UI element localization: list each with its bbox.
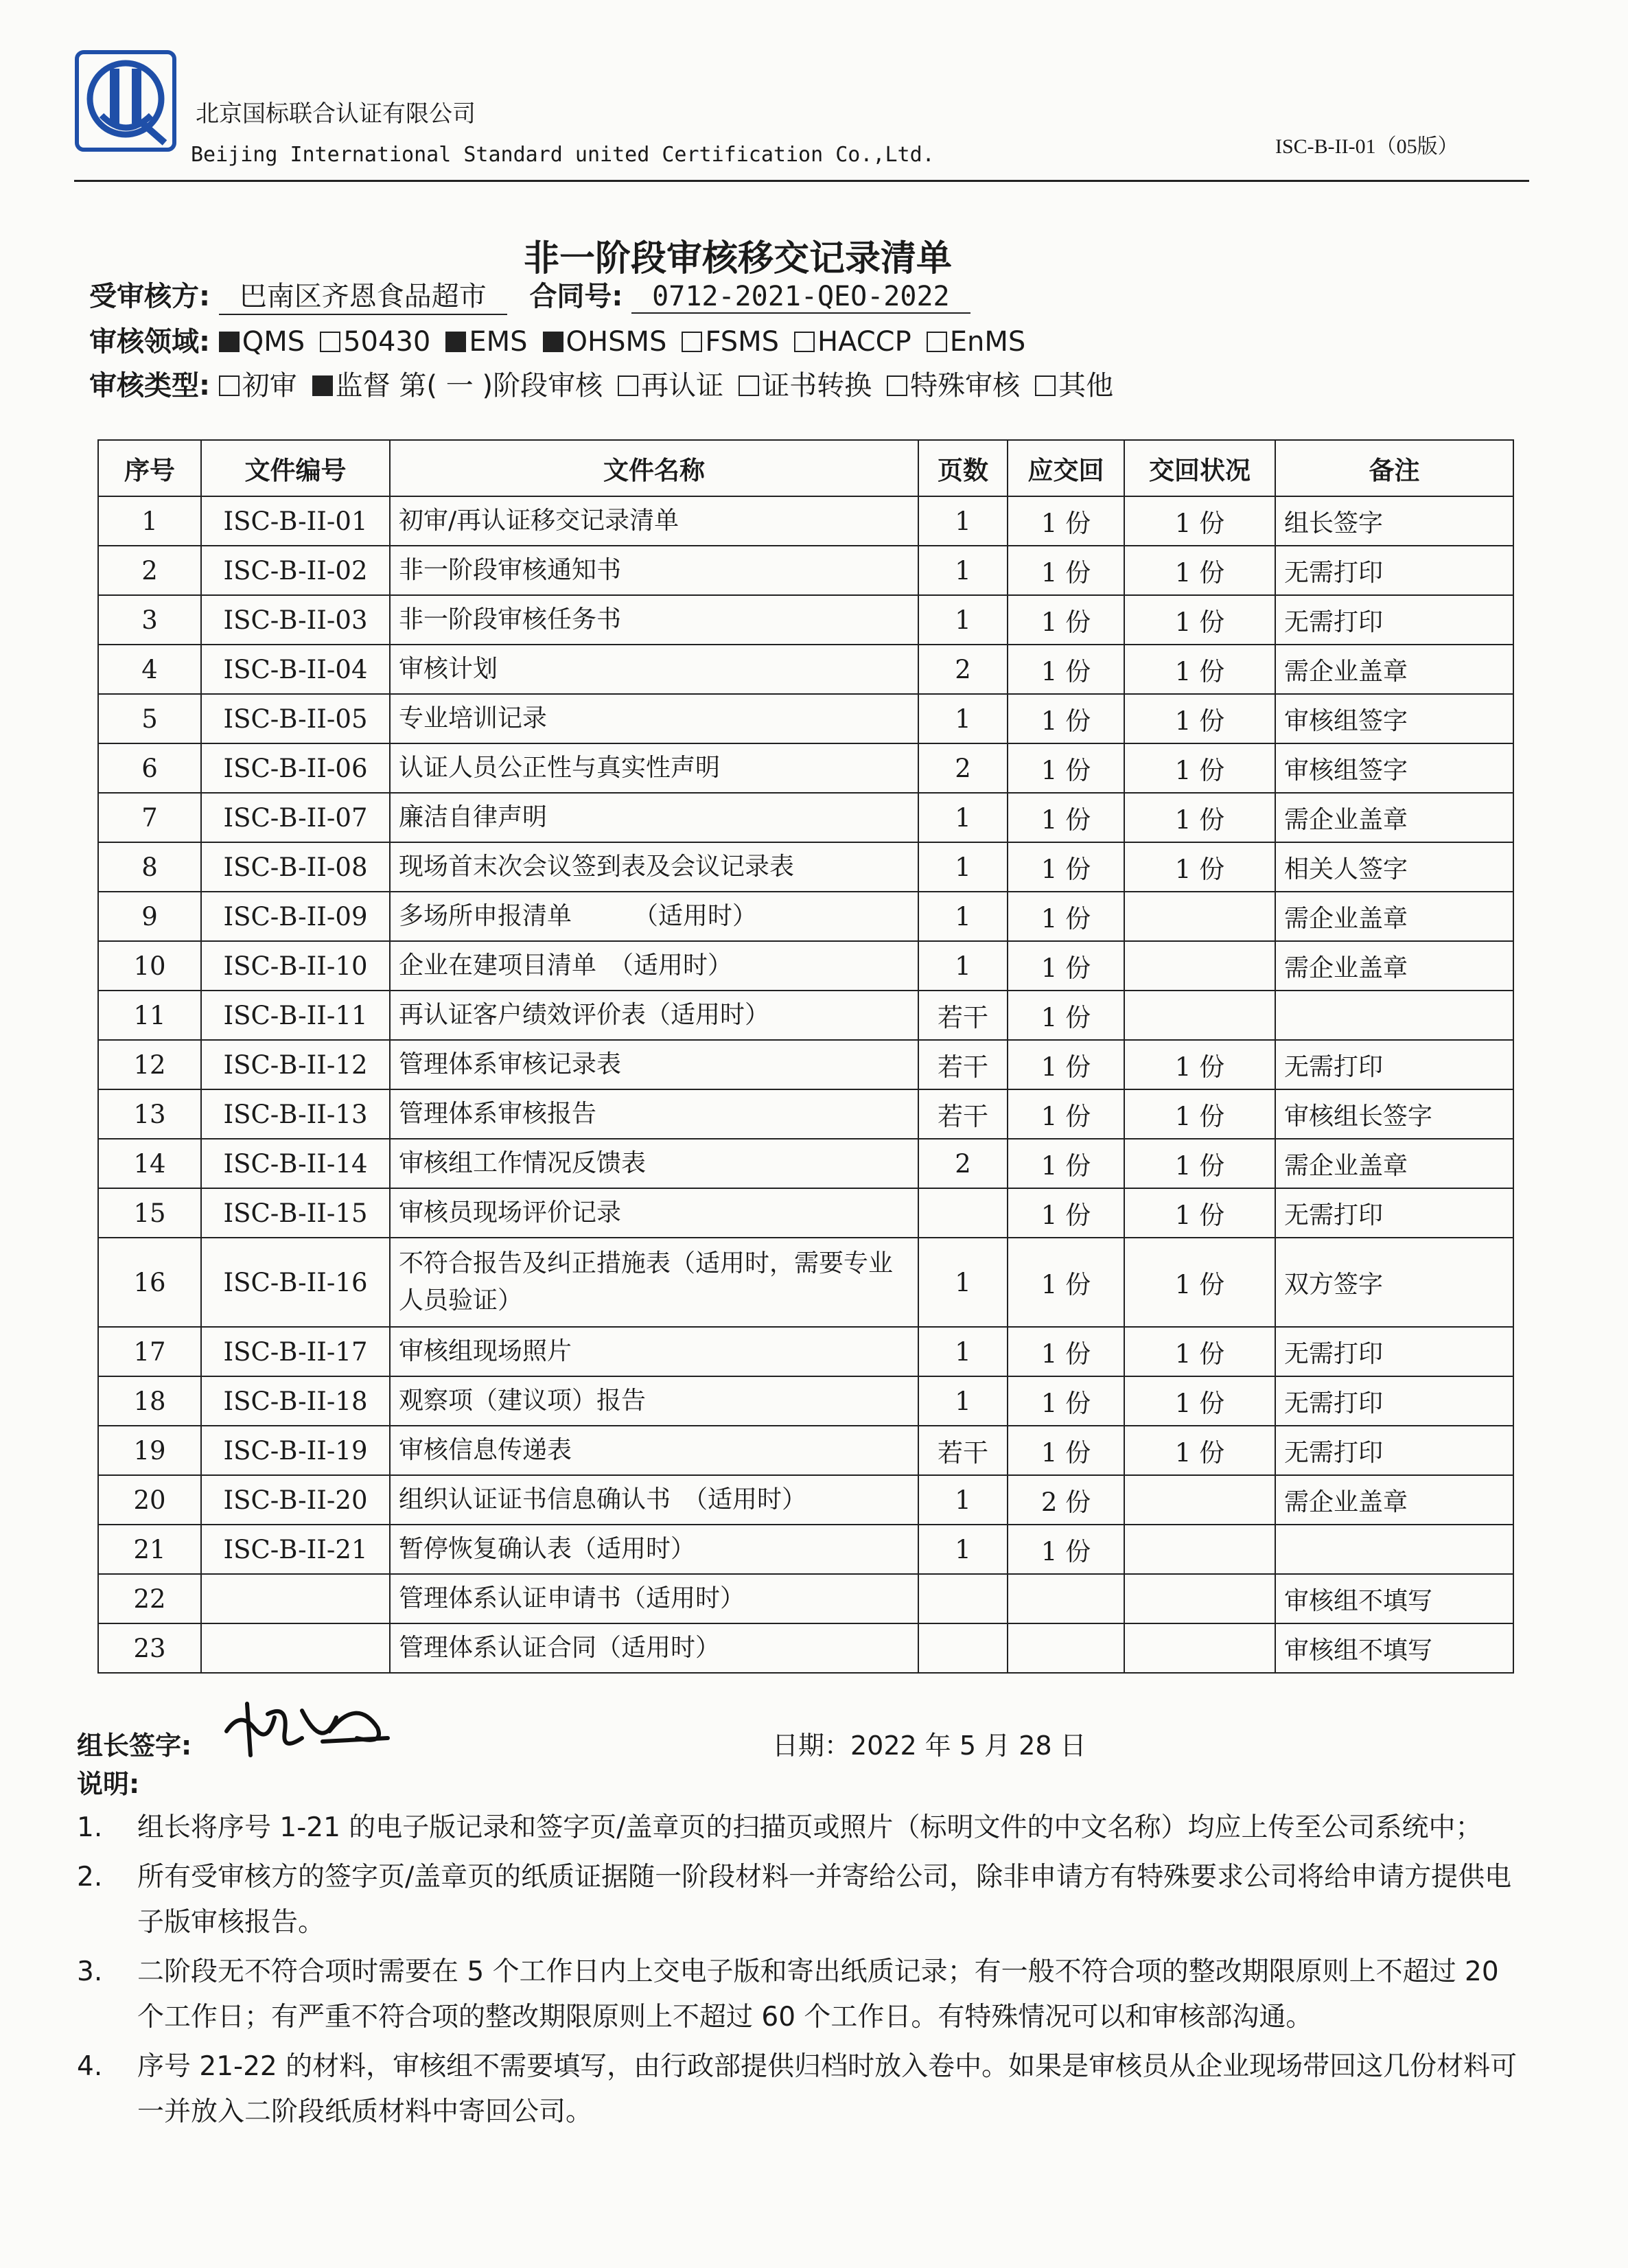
returned-status-cell: 1 份: [1124, 595, 1275, 645]
unchecked-box-icon: [794, 332, 815, 352]
returned-status-cell: 1 份: [1124, 1238, 1275, 1327]
remark-cell: 无需打印: [1275, 546, 1513, 595]
signing-date: 日期：2022 年 5 月 28 日: [772, 1731, 1086, 1761]
file-name-cell: 不符合报告及纠正措施表（适用时，需要专业人员验证）: [390, 1238, 918, 1327]
file-name-cell: 管理体系认证合同（适用时）: [390, 1623, 918, 1673]
unchecked-box-icon: [1035, 375, 1056, 396]
remark-cell: 需企业盖章: [1275, 645, 1513, 694]
table-row: [98, 1426, 1513, 1475]
table-row: [98, 1327, 1513, 1376]
audit-type-option: [312, 370, 603, 402]
page-count-cell: [918, 1188, 1008, 1238]
due-copies-cell: 1 份: [1008, 1426, 1124, 1475]
row-number-cell: 8: [98, 842, 201, 892]
file-code-cell: ISC-B-II-16: [201, 1238, 390, 1327]
due-copies-cell: 1 份: [1008, 1089, 1124, 1139]
page-count-cell: [918, 1623, 1008, 1673]
note-item: [77, 1949, 1525, 2040]
due-copies-cell: 2 份: [1008, 1475, 1124, 1525]
page-count-cell: 若干: [918, 1040, 1008, 1089]
due-copies-cell: 1 份: [1008, 694, 1124, 743]
audit-field-option: [682, 326, 779, 358]
due-copies-cell: 1 份: [1008, 1139, 1124, 1188]
returned-status-cell: 1 份: [1124, 496, 1275, 546]
table-row: [98, 1376, 1513, 1426]
note-text: 组长将序号 1-21 的电子版记录和签字页/盖章页的扫描页或照片（标明文件的中文名称）均应上传至公司系统中；: [137, 1812, 1482, 1843]
audit-type-option: [887, 370, 1020, 402]
audit-field-option: [320, 326, 430, 358]
page-count-cell: 1: [918, 1238, 1008, 1327]
audit-field-option-label: OHSMS: [566, 326, 667, 358]
note-item: [77, 1805, 1525, 1851]
header-divider: [74, 180, 1529, 182]
table-row: [98, 595, 1513, 645]
file-name-cell: 暂停恢复确认表（适用时）: [390, 1525, 918, 1574]
notes-list: [77, 1805, 1525, 2139]
checked-box-icon: [312, 375, 333, 396]
file-name-cell: 审核组现场照片: [390, 1327, 918, 1376]
page-count-cell: 1: [918, 793, 1008, 842]
row-number-cell: 1: [98, 496, 201, 546]
table-row: [98, 1623, 1513, 1673]
audit-field-option-label: HACCP: [817, 326, 911, 358]
table-row: [98, 1139, 1513, 1188]
row-number-cell: 10: [98, 941, 201, 991]
note-number: 1.: [77, 1812, 103, 1843]
due-copies-cell: [1008, 1574, 1124, 1623]
audit-type-option: [1035, 370, 1113, 402]
due-copies-cell: 1 份: [1008, 1525, 1124, 1574]
table-row: [98, 546, 1513, 595]
due-copies-cell: 1 份: [1008, 1238, 1124, 1327]
audit-type-option-label: 特殊审核: [910, 370, 1021, 402]
audit-field-option: [543, 326, 667, 358]
remark-cell: 审核组签字: [1275, 743, 1513, 793]
note-text: 二阶段无不符合项时需要在 5 个工作日内上交电子版和寄出纸质记录；有一般不符合项的整改期限原则上不超过 20 个工作日；有严重不符合项的整改期限原则上不超过 60 个工作日。有特殊情况可以和审核部沟通。: [137, 1956, 1499, 2033]
note-number: 3.: [77, 1956, 103, 1987]
contract-label: 合同号:: [529, 281, 623, 312]
file-code-cell: [201, 1623, 390, 1673]
document-code: ISC-B-II-01（05版）: [1275, 135, 1458, 158]
company-name-en: Beijing International Standard united Certification Co.,Ltd.: [191, 143, 935, 167]
note-item: [77, 2044, 1525, 2135]
remark-cell: 审核组不填写: [1275, 1623, 1513, 1673]
table-row: [98, 842, 1513, 892]
audit-field-option-label: EnMS: [949, 326, 1026, 358]
file-name-cell: 管理体系审核记录表: [390, 1040, 918, 1089]
returned-status-cell: 1 份: [1124, 1376, 1275, 1426]
row-number-cell: 11: [98, 991, 201, 1040]
file-name-cell: 审核信息传递表: [390, 1426, 918, 1475]
due-copies-cell: 1 份: [1008, 645, 1124, 694]
table-row: [98, 793, 1513, 842]
handwritten-signature-icon: [220, 1690, 398, 1766]
table-row: [98, 1574, 1513, 1623]
audit-type-option-label: 再认证: [641, 370, 724, 402]
audit-type-option-label: 证书转换: [762, 370, 872, 402]
row-number-cell: 23: [98, 1623, 201, 1673]
page-count-cell: 2: [918, 645, 1008, 694]
remark-cell: 无需打印: [1275, 1426, 1513, 1475]
due-copies-cell: 1 份: [1008, 991, 1124, 1040]
table-row: [98, 941, 1513, 991]
note-text: 序号 21-22 的材料，审核组不需要填写，由行政部提供归档时放入卷中。如果是审核员从企业现场带回这几份材料可一并放入二阶段纸质材料中寄回公司。: [137, 2051, 1517, 2127]
returned-status-cell: 1 份: [1124, 1426, 1275, 1475]
file-code-cell: [201, 1574, 390, 1623]
page-count-cell: 1: [918, 595, 1008, 645]
row-number-cell: 17: [98, 1327, 201, 1376]
row-number-cell: 19: [98, 1426, 201, 1475]
row-number-cell: 13: [98, 1089, 201, 1139]
company-name-cn: 北京国标联合认证有限公司: [196, 100, 476, 128]
auditee-label: 受审核方:: [89, 281, 210, 312]
row-number-cell: 18: [98, 1376, 201, 1426]
file-code-cell: ISC-B-II-06: [201, 743, 390, 793]
table-row: [98, 1040, 1513, 1089]
due-copies-cell: 1 份: [1008, 1040, 1124, 1089]
checked-box-icon: [445, 332, 466, 352]
page-count-cell: 若干: [918, 1426, 1008, 1475]
returned-status-cell: [1124, 1525, 1275, 1574]
note-number: 2.: [77, 1862, 103, 1893]
page-count-cell: 1: [918, 842, 1008, 892]
col-header-note: 备注: [1275, 440, 1513, 496]
row-number-cell: 15: [98, 1188, 201, 1238]
remark-cell: 需企业盖章: [1275, 793, 1513, 842]
remark-cell: 需企业盖章: [1275, 941, 1513, 991]
file-code-cell: ISC-B-II-11: [201, 991, 390, 1040]
table-row: [98, 743, 1513, 793]
col-header-pages: 页数: [918, 440, 1008, 496]
remark-cell: 组长签字: [1275, 496, 1513, 546]
audit-type-option: [219, 370, 297, 402]
remark-cell: 审核组不填写: [1275, 1574, 1513, 1623]
file-code-cell: ISC-B-II-19: [201, 1426, 390, 1475]
checked-box-icon: [543, 332, 563, 352]
row-number-cell: 3: [98, 595, 201, 645]
page-count-cell: 若干: [918, 991, 1008, 1040]
returned-status-cell: 1 份: [1124, 1089, 1275, 1139]
returned-status-cell: [1124, 941, 1275, 991]
unchecked-box-icon: [887, 375, 907, 396]
remark-cell: 双方签字: [1275, 1238, 1513, 1327]
page-count-cell: 2: [918, 1139, 1008, 1188]
due-copies-cell: 1 份: [1008, 842, 1124, 892]
leader-signature-label: 组长签字:: [77, 1731, 192, 1761]
page-count-cell: [918, 1574, 1008, 1623]
due-copies-cell: [1008, 1623, 1124, 1673]
remark-cell: 需企业盖章: [1275, 1475, 1513, 1525]
remark-cell: 相关人签字: [1275, 842, 1513, 892]
page-count-cell: 1: [918, 941, 1008, 991]
audit-type-options: [219, 370, 1128, 402]
file-name-cell: 多场所申报清单 （适用时）: [390, 892, 918, 941]
remark-cell: [1275, 1525, 1513, 1574]
file-code-cell: ISC-B-II-10: [201, 941, 390, 991]
returned-status-cell: 1 份: [1124, 842, 1275, 892]
table-row: [98, 1238, 1513, 1327]
due-copies-cell: 1 份: [1008, 546, 1124, 595]
audit-type-row: [89, 364, 1128, 403]
note-number: 4.: [77, 2051, 103, 2082]
row-number-cell: 21: [98, 1525, 201, 1574]
due-copies-cell: 1 份: [1008, 793, 1124, 842]
file-code-cell: ISC-B-II-15: [201, 1188, 390, 1238]
note-item: [77, 1855, 1525, 1945]
file-code-cell: ISC-B-II-03: [201, 595, 390, 645]
audit-field-option: [794, 326, 911, 358]
transfer-record-table: [97, 439, 1514, 1674]
remark-cell: 无需打印: [1275, 1327, 1513, 1376]
due-copies-cell: 1 份: [1008, 496, 1124, 546]
remark-cell: 审核组签字: [1275, 694, 1513, 743]
file-name-cell: 再认证客户绩效评价表（适用时）: [390, 991, 918, 1040]
returned-status-cell: 1 份: [1124, 1040, 1275, 1089]
remark-cell: 需企业盖章: [1275, 1139, 1513, 1188]
remark-cell: 无需打印: [1275, 1376, 1513, 1426]
col-header-no: 序号: [98, 440, 201, 496]
checked-box-icon: [219, 332, 240, 352]
file-name-cell: 企业在建项目清单 （适用时）: [390, 941, 918, 991]
file-name-cell: 观察项（建议项）报告: [390, 1376, 918, 1426]
audit-field-option: [445, 326, 527, 358]
returned-status-cell: 1 份: [1124, 743, 1275, 793]
auditee-value: 巴南区齐恩食品超市: [219, 275, 507, 315]
row-number-cell: 4: [98, 645, 201, 694]
audit-type-option-label: 初审: [242, 370, 297, 402]
file-code-cell: ISC-B-II-14: [201, 1139, 390, 1188]
audit-type-option-label: 监督 第( 一 )阶段审核: [335, 370, 603, 402]
file-code-cell: ISC-B-II-20: [201, 1475, 390, 1525]
remark-cell: 无需打印: [1275, 1040, 1513, 1089]
file-code-cell: ISC-B-II-05: [201, 694, 390, 743]
page-count-cell: 1: [918, 546, 1008, 595]
table-header-row: [98, 440, 1513, 496]
file-code-cell: ISC-B-II-17: [201, 1327, 390, 1376]
audit-field-option-label: QMS: [242, 326, 305, 358]
file-name-cell: 认证人员公正性与真实性声明: [390, 743, 918, 793]
file-code-cell: ISC-B-II-08: [201, 842, 390, 892]
table-row: [98, 496, 1513, 546]
audit-field-option: [219, 326, 305, 358]
row-number-cell: 9: [98, 892, 201, 941]
table-row: [98, 1525, 1513, 1574]
audit-field-option-label: FSMS: [705, 326, 780, 358]
file-name-cell: 审核组工作情况反馈表: [390, 1139, 918, 1188]
file-name-cell: 审核员现场评价记录: [390, 1188, 918, 1238]
returned-status-cell: [1124, 1623, 1275, 1673]
returned-status-cell: 1 份: [1124, 1188, 1275, 1238]
row-number-cell: 6: [98, 743, 201, 793]
page-count-cell: 1: [918, 1327, 1008, 1376]
file-code-cell: ISC-B-II-13: [201, 1089, 390, 1139]
file-code-cell: ISC-B-II-01: [201, 496, 390, 546]
unchecked-box-icon: [219, 375, 240, 396]
table-row: [98, 694, 1513, 743]
file-code-cell: ISC-B-II-09: [201, 892, 390, 941]
isc-logo-icon: [74, 49, 177, 152]
due-copies-cell: 1 份: [1008, 595, 1124, 645]
file-code-cell: ISC-B-II-21: [201, 1525, 390, 1574]
row-number-cell: 5: [98, 694, 201, 743]
table-row: [98, 892, 1513, 941]
file-code-cell: ISC-B-II-02: [201, 546, 390, 595]
notes-title: 说明:: [77, 1769, 140, 1799]
page-count-cell: 若干: [918, 1089, 1008, 1139]
file-name-cell: 非一阶段审核任务书: [390, 595, 918, 645]
returned-status-cell: [1124, 892, 1275, 941]
remark-cell: 无需打印: [1275, 1188, 1513, 1238]
due-copies-cell: 1 份: [1008, 1376, 1124, 1426]
col-header-name: 文件名称: [390, 440, 918, 496]
row-number-cell: 22: [98, 1574, 201, 1623]
audit-type-option-label: 其他: [1058, 370, 1114, 402]
returned-status-cell: [1124, 1475, 1275, 1525]
file-name-cell: 管理体系审核报告: [390, 1089, 918, 1139]
audit-field-option: [927, 326, 1026, 358]
page-count-cell: 1: [918, 496, 1008, 546]
file-code-cell: ISC-B-II-12: [201, 1040, 390, 1089]
due-copies-cell: 1 份: [1008, 1188, 1124, 1238]
file-name-cell: 非一阶段审核通知书: [390, 546, 918, 595]
row-number-cell: 7: [98, 793, 201, 842]
audit-field-row: [89, 320, 1040, 359]
due-copies-cell: 1 份: [1008, 892, 1124, 941]
col-header-returned: 交回状况: [1124, 440, 1275, 496]
returned-status-cell: 1 份: [1124, 694, 1275, 743]
unchecked-box-icon: [927, 332, 947, 352]
returned-status-cell: 1 份: [1124, 793, 1275, 842]
file-code-cell: ISC-B-II-07: [201, 793, 390, 842]
file-code-cell: ISC-B-II-04: [201, 645, 390, 694]
audit-type-option: [739, 370, 872, 402]
remark-cell: 无需打印: [1275, 595, 1513, 645]
file-name-cell: 专业培训记录: [390, 694, 918, 743]
col-header-due: 应交回: [1008, 440, 1124, 496]
row-number-cell: 14: [98, 1139, 201, 1188]
returned-status-cell: 1 份: [1124, 546, 1275, 595]
returned-status-cell: [1124, 991, 1275, 1040]
row-number-cell: 16: [98, 1238, 201, 1327]
returned-status-cell: 1 份: [1124, 645, 1275, 694]
page-count-cell: 1: [918, 1475, 1008, 1525]
page-count-cell: 2: [918, 743, 1008, 793]
page-count-cell: 1: [918, 1376, 1008, 1426]
table-row: [98, 1089, 1513, 1139]
returned-status-cell: 1 份: [1124, 1327, 1275, 1376]
remark-cell: [1275, 991, 1513, 1040]
file-name-cell: 管理体系认证申请书（适用时）: [390, 1574, 918, 1623]
file-name-cell: 初审/再认证移交记录清单: [390, 496, 918, 546]
unchecked-box-icon: [320, 332, 340, 352]
audit-field-option-label: 50430: [343, 326, 431, 358]
remark-cell: 需企业盖章: [1275, 892, 1513, 941]
audit-field-options: [219, 326, 1041, 358]
file-name-cell: 廉洁自律声明: [390, 793, 918, 842]
note-text: 所有受审核方的签字页/盖章页的纸质证据随一阶段材料一并寄给公司，除非申请方有特殊要求公司将给申请方提供电子版审核报告。: [137, 1862, 1512, 1938]
auditee-row: [89, 275, 970, 315]
unchecked-box-icon: [739, 375, 759, 396]
table-row: [98, 991, 1513, 1040]
due-copies-cell: 1 份: [1008, 1327, 1124, 1376]
remark-cell: 审核组长签字: [1275, 1089, 1513, 1139]
due-copies-cell: 1 份: [1008, 941, 1124, 991]
row-number-cell: 20: [98, 1475, 201, 1525]
unchecked-box-icon: [618, 375, 638, 396]
row-number-cell: 2: [98, 546, 201, 595]
page-count-cell: 1: [918, 892, 1008, 941]
returned-status-cell: 1 份: [1124, 1139, 1275, 1188]
file-name-cell: 组织认证证书信息确认书 （适用时）: [390, 1475, 918, 1525]
page-count-cell: 1: [918, 1525, 1008, 1574]
audit-type-label: 审核类型:: [89, 370, 210, 402]
returned-status-cell: [1124, 1574, 1275, 1623]
audit-type-option: [618, 370, 723, 402]
audit-field-option-label: EMS: [469, 326, 528, 358]
table-row: [98, 645, 1513, 694]
file-code-cell: ISC-B-II-18: [201, 1376, 390, 1426]
due-copies-cell: 1 份: [1008, 743, 1124, 793]
row-number-cell: 12: [98, 1040, 201, 1089]
file-name-cell: 审核计划: [390, 645, 918, 694]
table-row: [98, 1188, 1513, 1238]
col-header-code: 文件编号: [201, 440, 390, 496]
file-name-cell: 现场首末次会议签到表及会议记录表: [390, 842, 918, 892]
contract-value: 0712-2021-QEO-2022: [631, 281, 970, 314]
table-row: [98, 1475, 1513, 1525]
page-count-cell: 1: [918, 694, 1008, 743]
unchecked-box-icon: [682, 332, 702, 352]
audit-field-label: 审核领域:: [89, 326, 210, 358]
page-title: 非一阶段审核移交记录清单: [523, 238, 952, 279]
